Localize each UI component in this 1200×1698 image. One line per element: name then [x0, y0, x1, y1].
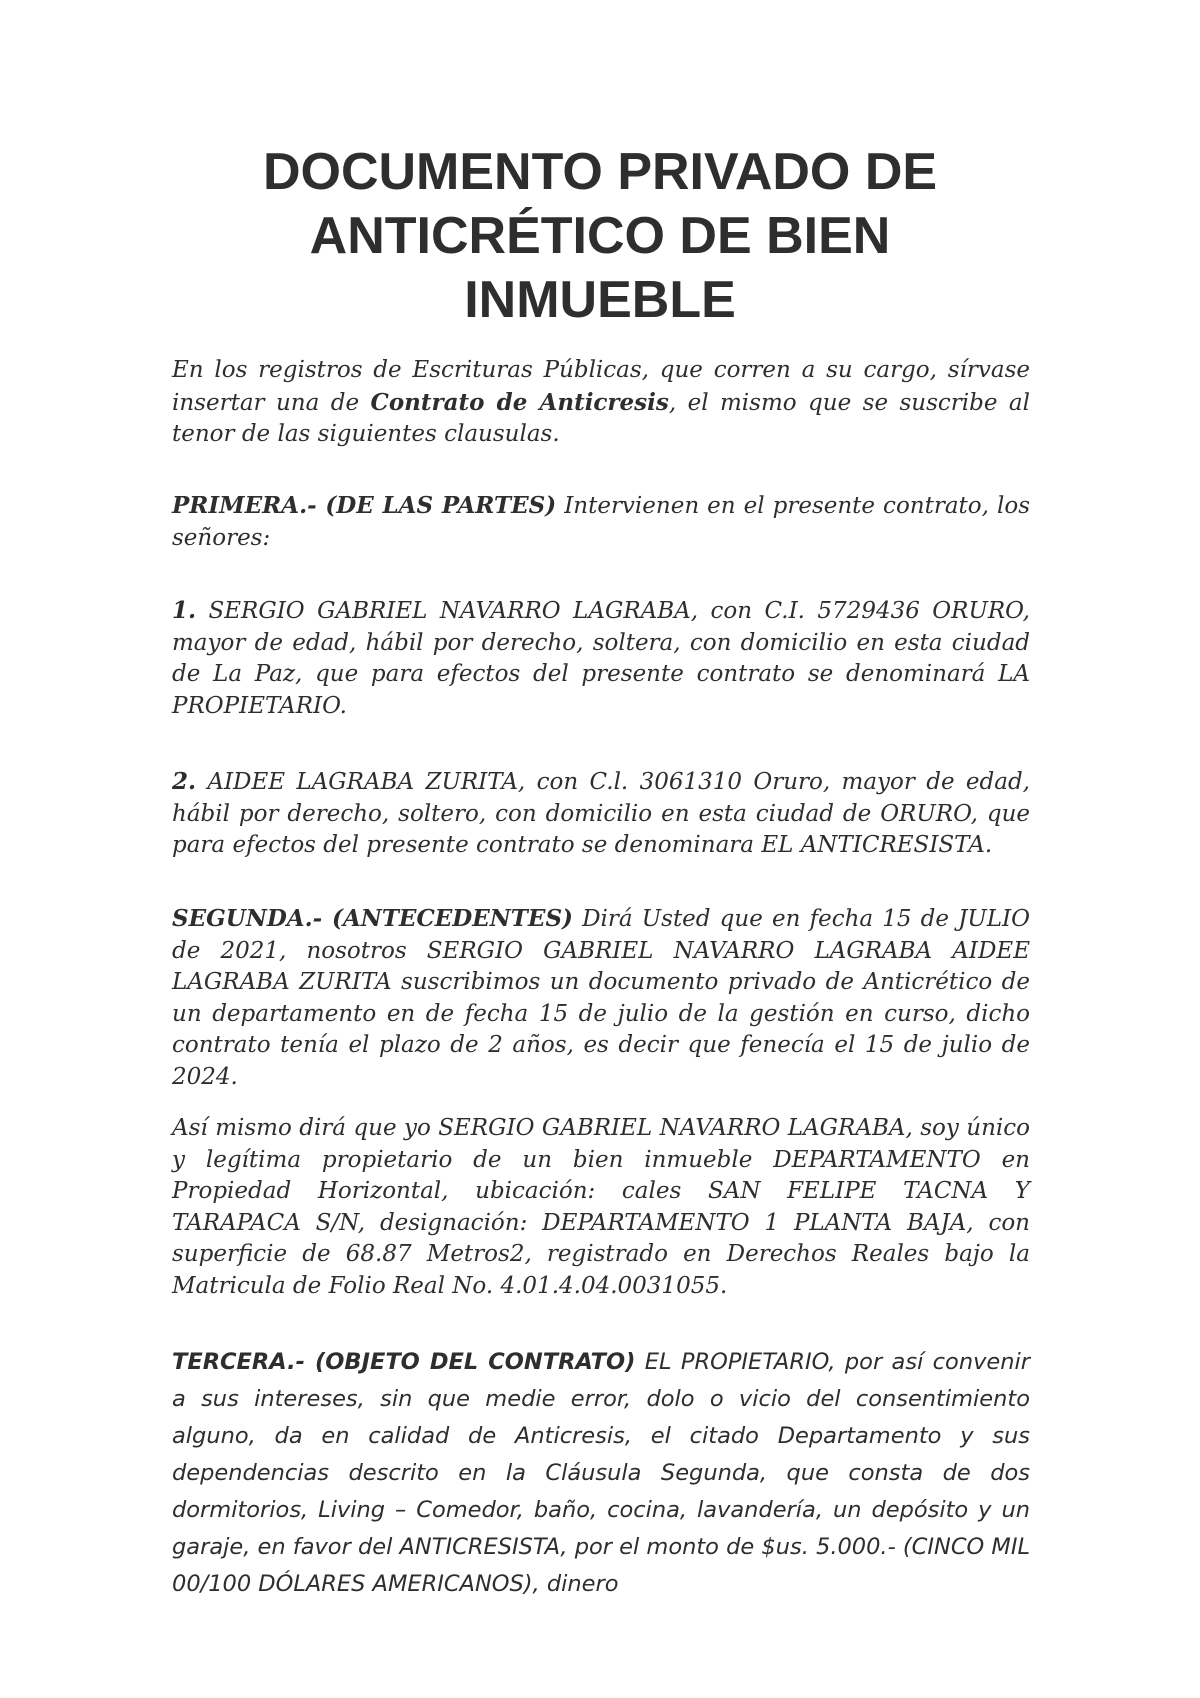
clause-segunda — [172, 903, 1030, 1093]
clause-tercera — [172, 1344, 1030, 1603]
clause-tercera-heading: TERCERA.- (OBJETO DEL CONTRATO) — [172, 1349, 636, 1375]
party-2-number: 2. — [172, 768, 197, 795]
party-1-text: SERGIO GABRIEL NAVARRO LAGRABA, con C.I. 5729436 ORURO, mayor de edad, hábil por derecho, soltera, con domicilio en esta ciudad de La Paz, que para efectos del presente contrato se denominará LA PROPIETARIO. — [172, 598, 1030, 719]
asi-mismo-text: Así mismo dirá que yo SERGIO GABRIEL NAVARRO LAGRABA, soy único y legítima propietario de un bien inmueble DEPARTAMENTO en Propiedad Horizontal, ubicación: cales SAN FELIPE TACNA Y TARAPACA S/N, designación: DEPARTAMENTO 1 PLANTA BAJA, con superficie de 68.87 Metros2, registrado en Derechos Reales bajo la Matricula de Folio Real No. 4.01.4.04.0031055. — [172, 1115, 1030, 1299]
intro-text-end: , el mismo que se suscribe al tenor de las siguientes clausulas. — [172, 389, 1030, 447]
party-1-number: 1. — [172, 597, 197, 624]
clause-primera — [172, 490, 1030, 554]
intro-contract-name: Contrato de Anticresis — [370, 388, 669, 416]
clause-segunda-text: Dirá Usted que en fecha 15 de JULIO de 2021, nosotros SERGIO GABRIEL NAVARRO LAGRABA AIDEE LAGRABA ZURITA suscribimos un documento privado de Anticrético de un departamento en de fecha 15 de julio de la gestión en curso, dicho contrato tenía el plazo de 2 años, es decir que fenecía el 15 de julio de 2024. — [172, 906, 1030, 1090]
party-1-paragraph — [172, 595, 1030, 722]
party-2-paragraph — [172, 766, 1030, 862]
intro-paragraph — [172, 355, 1030, 451]
clause-primera-heading: PRIMERA.- (DE LAS PARTES) — [172, 492, 557, 519]
party-2-text: AIDEE LAGRABA ZURITA, con C.l. 3061310 Oruro, mayor de edad, hábil por derecho, soltero, con domicilio en esta ciudad de ORURO, que para efectos del presente contrato se denominara EL ANTICRESISTA. — [172, 769, 1030, 858]
clause-primera-text: Intervienen en el presente contrato, los señores: — [172, 493, 1030, 551]
document-title: DOCUMENTO PRIVADO DE ANTICRÉTICO DE BIEN INMUEBLE — [262, 143, 938, 329]
clause-segunda-heading: SEGUNDA.- (ANTECEDENTES) — [172, 905, 573, 932]
asi-mismo-paragraph — [172, 1113, 1030, 1302]
clause-tercera-text: EL PROPIETARIO, por así convenir a sus intereses, sin que medie error, dolo o vicio del consentimiento alguno, da en calidad de Anticresis, el citado Departamento y sus dependencias descrito en la Cláusula Segunda, que consta de dos dormitorios, Living – Comedor, baño, cocina, lavandería, un depósito y un garaje, en favor del ANTICRESISTA, por el monto de $us. 5.000.- (CINCO MIL 00/100 DÓLARES AMERICANOS), dinero — [172, 1349, 1031, 1597]
intro-text-start: En los registros de Escrituras Públicas, que corren a su cargo, sírvase insertar una de — [172, 357, 1030, 416]
